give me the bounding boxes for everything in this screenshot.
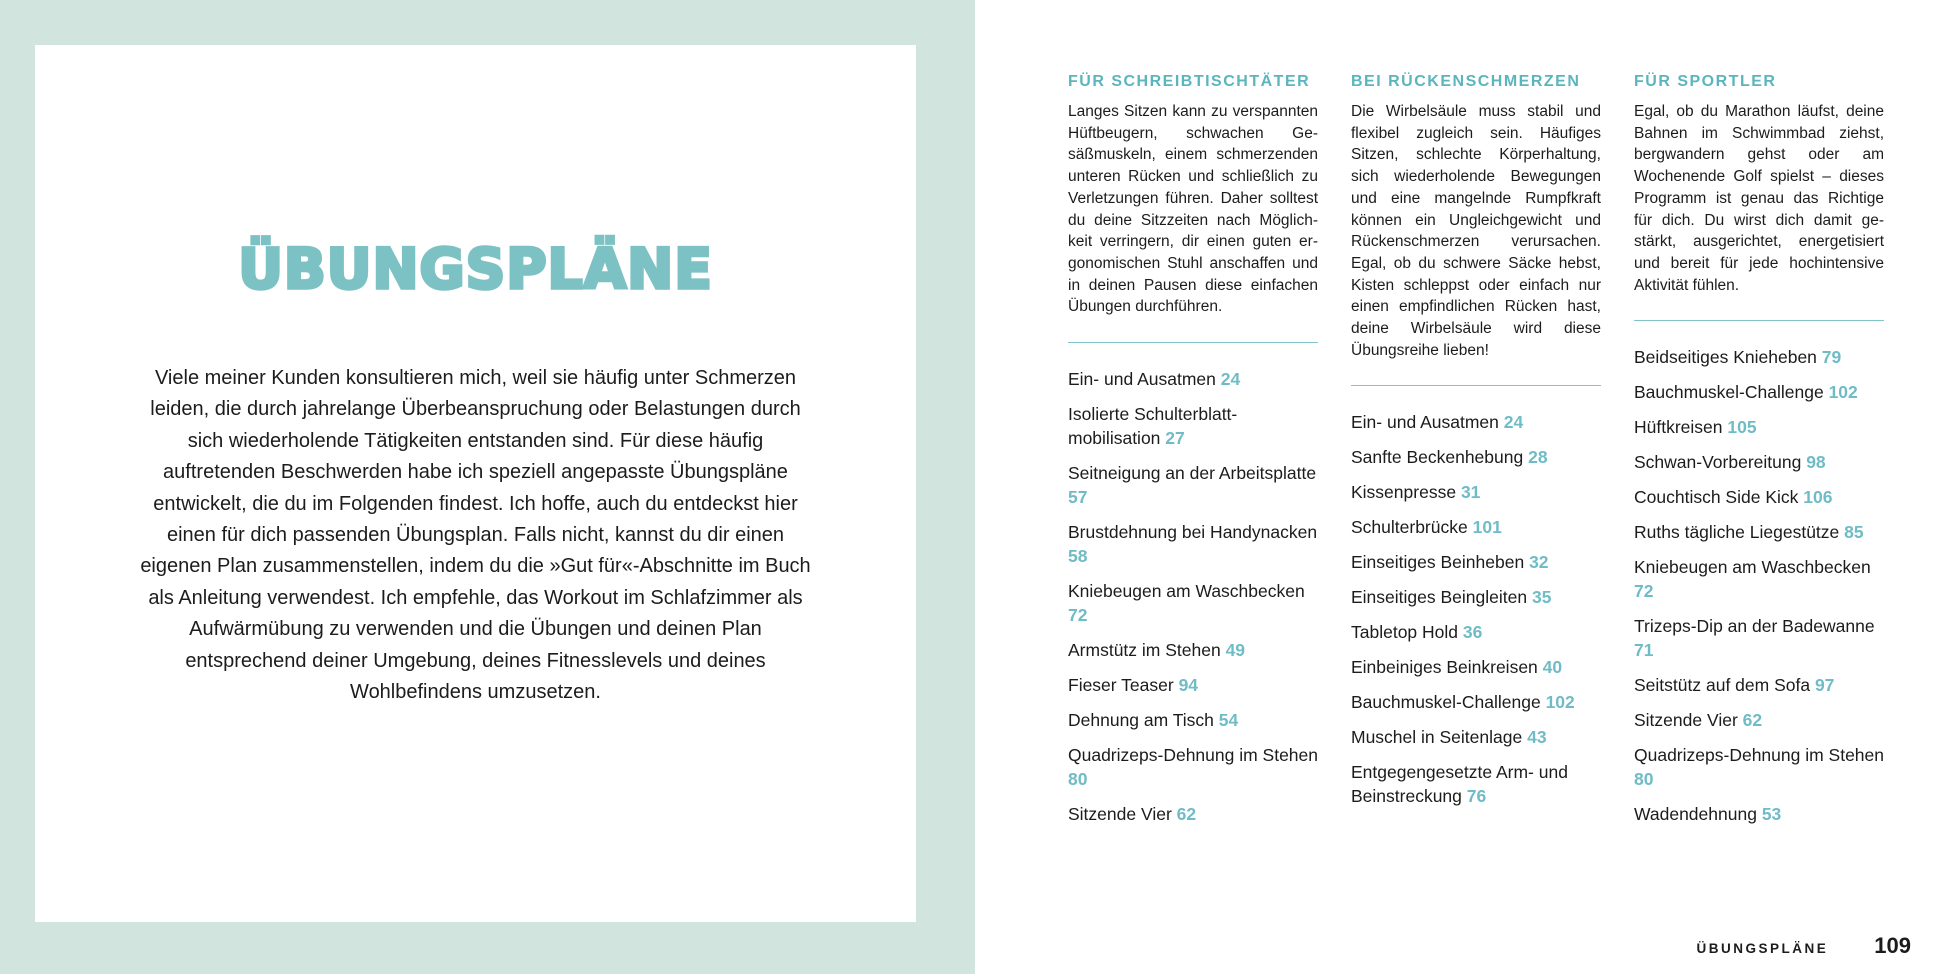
item-page-number: 102 bbox=[1828, 382, 1858, 403]
item-label: Einbeiniges Beinkreisen bbox=[1351, 657, 1538, 678]
item-page-number: 36 bbox=[1462, 622, 1483, 643]
list-item bbox=[1068, 461, 1318, 509]
item-label: Muschel in Seitenlage bbox=[1351, 727, 1523, 748]
item-label: Ein- und Ausatmen bbox=[1068, 369, 1216, 390]
item-label: Einseitiges Beingleiten bbox=[1351, 587, 1528, 608]
item-label: Bauchmuskel-Challenge bbox=[1634, 382, 1824, 403]
item-label: Sitzende Vier bbox=[1634, 710, 1738, 731]
list-item bbox=[1351, 445, 1601, 469]
list-item bbox=[1068, 520, 1318, 568]
item-page-number: 97 bbox=[1814, 675, 1835, 696]
item-label: Ruths tägliche Liegestütze bbox=[1634, 522, 1840, 543]
page-title: ÜBUNGSPLÄNE bbox=[238, 237, 713, 301]
item-page-number: 40 bbox=[1542, 657, 1563, 678]
item-page-number: 62 bbox=[1742, 710, 1763, 731]
item-label: Armstütz im Stehen bbox=[1068, 640, 1221, 661]
right-page bbox=[975, 0, 1949, 974]
item-label: Sitzende Vier bbox=[1068, 804, 1172, 825]
item-label: Wadendehnung bbox=[1634, 804, 1757, 825]
list-item bbox=[1351, 620, 1601, 644]
item-page-number: 106 bbox=[1803, 487, 1833, 508]
list-item bbox=[1634, 673, 1884, 697]
item-page-number: 58 bbox=[1068, 546, 1088, 567]
list-item bbox=[1068, 743, 1318, 791]
column-header: FÜR SCHREIBTISCHTÄTER bbox=[1068, 73, 1311, 90]
item-page-number: 24 bbox=[1503, 412, 1524, 433]
item-label: Isolierte Schulterblattmobilisation bbox=[1068, 404, 1238, 449]
item-label: Hüftkreisen bbox=[1634, 417, 1723, 438]
list-item bbox=[1634, 345, 1884, 369]
list-item bbox=[1634, 520, 1884, 544]
list-item bbox=[1351, 480, 1601, 504]
list-item bbox=[1634, 415, 1884, 439]
item-label: Kniebeugen am Waschbecken bbox=[1068, 581, 1305, 602]
list-item bbox=[1068, 402, 1318, 450]
item-page-number: 62 bbox=[1176, 804, 1197, 825]
item-page-number: 35 bbox=[1531, 587, 1552, 608]
list-item bbox=[1351, 550, 1601, 574]
exercise-columns bbox=[1068, 73, 1884, 837]
list-item bbox=[1634, 614, 1884, 662]
item-page-number: 72 bbox=[1068, 605, 1088, 626]
list-item bbox=[1351, 725, 1601, 749]
list-item bbox=[1634, 802, 1884, 826]
list-item bbox=[1634, 743, 1884, 791]
column-intro: Die Wirbelsäule muss stabil und flexibel zugleich sein. Häufiges Sitzen, schlechte Körperhaltung, sich wiederholende Bewegungen und eine mangelnde Rumpfkraft können ein Ungleichgewicht und Rückenschmerzen verursachen. Egal, ob du schwere Säcke hebst, Kisten schleppst oder einfach nur einen empfindlichen Rücken hast, deine Wirbelsäule wird diese Übungsreihe lieben! bbox=[1351, 103, 1601, 359]
footer-chapter-label: ÜBUNGSPLÄNE bbox=[1696, 941, 1829, 956]
item-label: Bauchmuskel-Challenge bbox=[1351, 692, 1541, 713]
item-page-number: 43 bbox=[1527, 727, 1547, 748]
item-label: Schwan-Vorbereitung bbox=[1634, 452, 1802, 473]
item-page-number: 105 bbox=[1727, 417, 1757, 438]
exercise-list bbox=[1634, 345, 1884, 826]
item-label: Kniebeugen am Waschbecken bbox=[1634, 557, 1871, 578]
list-item bbox=[1634, 450, 1884, 474]
list-item bbox=[1068, 673, 1318, 697]
exercise-column bbox=[1068, 73, 1318, 837]
item-page-number: 53 bbox=[1761, 804, 1782, 825]
list-item bbox=[1351, 760, 1601, 808]
list-item bbox=[1351, 410, 1601, 434]
exercise-list bbox=[1351, 410, 1601, 808]
item-page-number: 85 bbox=[1844, 522, 1864, 543]
list-item bbox=[1351, 585, 1601, 609]
exercise-column bbox=[1634, 73, 1884, 837]
list-item bbox=[1634, 485, 1884, 509]
column-intro: Langes Sitzen kann zu verspannten Hüftbeugern, schwachen Gesäßmuskeln, einem schmerzenden unteren Rücken und schließlich zu Verletzungen führen. Daher solltest du deine Sitzzeiten nach Möglichkeit verringern, dir einen guten ergonomischen Stuhl anschaffen und in deinen Pausen diese einfachen Übungen durchführen. bbox=[1068, 103, 1318, 316]
list-item bbox=[1068, 802, 1318, 826]
item-page-number: 54 bbox=[1218, 710, 1239, 731]
item-label: Entgegengesetzte Arm- und Beinstreckung bbox=[1351, 762, 1568, 807]
list-item bbox=[1634, 708, 1884, 732]
item-page-number: 102 bbox=[1545, 692, 1575, 713]
item-label: Quadrizeps-Dehnung im Stehen bbox=[1068, 745, 1319, 766]
item-label: Ein- und Ausatmen bbox=[1351, 412, 1499, 433]
list-item bbox=[1351, 655, 1601, 679]
item-label: Seitneigung an der Arbeitsplatte bbox=[1068, 463, 1317, 484]
item-page-number: 72 bbox=[1634, 581, 1654, 602]
item-label: Dehnung am Tisch bbox=[1068, 710, 1214, 731]
item-label: Couchtisch Side Kick bbox=[1634, 487, 1799, 508]
list-item bbox=[1634, 555, 1884, 603]
item-label: Kissenpresse bbox=[1351, 482, 1457, 503]
item-label: Quadrizeps-Dehnung im Stehen bbox=[1634, 745, 1885, 766]
item-label: Tabletop Hold bbox=[1351, 622, 1459, 643]
item-page-number: 32 bbox=[1529, 552, 1549, 573]
intro-card bbox=[35, 45, 916, 922]
item-page-number: 24 bbox=[1220, 369, 1241, 390]
list-item bbox=[1068, 638, 1318, 662]
item-label: Trizeps-Dip an der Badewanne bbox=[1634, 616, 1875, 637]
item-page-number: 27 bbox=[1165, 428, 1185, 449]
item-page-number: 31 bbox=[1460, 482, 1481, 503]
column-divider bbox=[1351, 385, 1601, 386]
item-page-number: 80 bbox=[1068, 769, 1088, 790]
item-label: Einseitiges Beinheben bbox=[1351, 552, 1525, 573]
item-page-number: 49 bbox=[1225, 640, 1246, 661]
column-divider bbox=[1068, 342, 1318, 343]
column-intro: Egal, ob du Marathon läufst, deine Bahnen im Schwimmbad ziehst, bergwandern gehst oder am Wochenende Golf spielst – dieses Programm ist genau das Richtige für dich. Du wirst dich damit gestärkt, ausgerichtet, energetisiert und bereit für jede hochintensive Aktivität fühlen. bbox=[1634, 103, 1884, 294]
item-label: Fieser Teaser bbox=[1068, 675, 1174, 696]
item-page-number: 80 bbox=[1634, 769, 1654, 790]
item-page-number: 76 bbox=[1466, 786, 1487, 807]
item-label: Seitstütz auf dem Sofa bbox=[1634, 675, 1811, 696]
list-item bbox=[1068, 367, 1318, 391]
item-page-number: 101 bbox=[1472, 517, 1502, 538]
item-label: Schulterbrücke bbox=[1351, 517, 1468, 538]
column-divider bbox=[1634, 320, 1884, 321]
item-page-number: 28 bbox=[1528, 447, 1548, 468]
list-item bbox=[1634, 380, 1884, 404]
list-item bbox=[1351, 515, 1601, 539]
list-item bbox=[1068, 708, 1318, 732]
footer-page-number: 109 bbox=[1874, 933, 1911, 958]
column-header: BEI RÜCKENSCHMERZEN bbox=[1351, 73, 1581, 90]
intro-paragraph: Viele meiner Kunden konsultieren mich, weil sie häufig unter Schmerzen leiden, die durch jahrelange Überbeanspruchung oder Belastungen durch sich wiederholende Tätigkeiten entstanden sind. Für diese häufig auftretenden Beschwerden habe ich speziell angepasste Übungspläne entwickelt, die du im Folgenden findest. Ich hoffe, auch du entdeckst hier einen für dich passenden Übungsplan. Falls nicht, kannst du dir einen eigenen Plan zusammenstellen, indem du die »Gut für«-Abschnitte im Buch als Anleitung verwendest. Ich empfehle, das Workout im Schlafzimmer als Aufwärmübung zu verwenden und die Übungen und deinen Plan entsprechend deiner Umgebung, deines Fitnesslevels und deines Wohlbefindens umzusetzen. bbox=[140, 367, 811, 704]
exercise-list bbox=[1068, 367, 1318, 826]
page-footer bbox=[1697, 933, 1911, 959]
item-page-number: 71 bbox=[1634, 640, 1654, 661]
column-header: FÜR SPORTLER bbox=[1634, 73, 1777, 90]
exercise-column bbox=[1351, 73, 1601, 837]
list-item bbox=[1351, 690, 1601, 714]
item-label: Sanfte Beckenhebung bbox=[1351, 447, 1524, 468]
item-page-number: 57 bbox=[1068, 487, 1088, 508]
list-item bbox=[1068, 579, 1318, 627]
item-label: Beidseitiges Knieheben bbox=[1634, 347, 1817, 368]
item-page-number: 98 bbox=[1806, 452, 1826, 473]
item-page-number: 94 bbox=[1178, 675, 1199, 696]
item-label: Brustdehnung bei Handynacken bbox=[1068, 522, 1318, 543]
item-page-number: 79 bbox=[1821, 347, 1842, 368]
